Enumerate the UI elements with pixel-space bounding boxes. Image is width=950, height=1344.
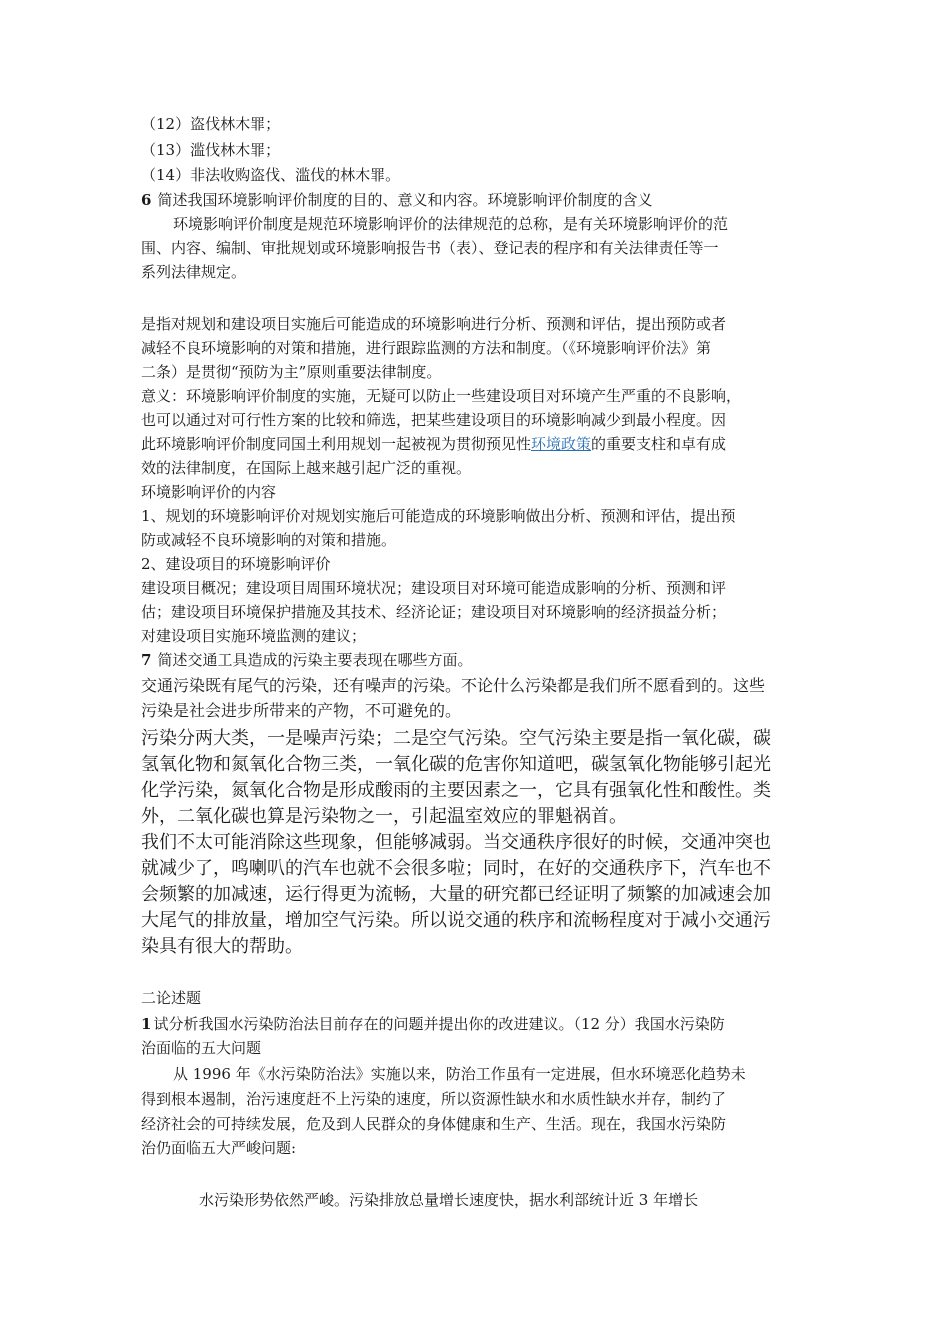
text-segment: 的重要支柱和卓有成: [591, 435, 727, 453]
question-heading: [141, 648, 472, 672]
paragraph-line: 意义：环境影响评价制度的实施，无疑可以防止一些建设项目对环境产生严重的不良影响，: [141, 387, 742, 405]
section-heading: 二论述题: [141, 989, 202, 1007]
paragraph-line: 我们不太可能消除这些现象，但能够减弱。当交通秩序很好的时候，交通冲突也: [141, 832, 771, 853]
paragraph-line: 是指对规划和建设项目实施后可能造成的环境影响进行分析、预测和评估，提出预防或者: [141, 315, 727, 333]
paragraph-line: 经济社会的可持续发展，危及到人民群众的身体健康和生产、生活。现在，我国水污染防: [141, 1115, 727, 1133]
section-heading: 环境影响评价的内容: [141, 483, 277, 501]
paragraph-line: 交通污染既有尾气的污染，还有噪声的污染。不论什么污染都是我们所不愿看到的。这些: [141, 676, 766, 695]
paragraph-line: 污染是社会进步所带来的产物，不可避免的。: [141, 701, 462, 720]
paragraph-line: 建设项目概况；建设项目周围环境状况；建设项目对环境可能造成影响的分析、预测和评: [141, 579, 727, 597]
paragraph-line: 效的法律制度，在国际上越来越引起广泛的重视。: [141, 459, 472, 477]
paragraph-line: 二条）是贯彻“预防为主”原则重要法律制度。: [141, 363, 442, 381]
paragraph-line: 化学污染，氮氧化合物是形成酸雨的主要因素之一，它具有强氧化性和酸性。类: [141, 780, 771, 801]
paragraph-line: 对建设项目实施环境监测的建议；: [141, 627, 367, 645]
paragraph-line: 就减少了，鸣喇叭的汽车也就不会很多啦；同时，在好的交通秩序下，汽车也不: [141, 858, 771, 879]
paragraph-line: 水污染形势依然严峻。污染排放总量增长速度快，据水利部统计近 3 年增长: [199, 1191, 699, 1209]
paragraph-line: 会频繁的加减速，运行得更为流畅，大量的研究都已经证明了频繁的加减速会加: [141, 884, 771, 905]
question-text: 简述我国环境影响评价制度的目的、意义和内容。环境影响评价制度的含义: [157, 191, 653, 209]
paragraph-line: 染具有很大的帮助。: [141, 936, 303, 957]
paragraph-line: 污染分两大类，一是噪声污染；二是空气污染。空气污染主要是指一氧化碳，碳: [141, 728, 771, 749]
paragraph-line: 系列法律规定。: [141, 263, 247, 281]
paragraph-line: 大尾气的排放量，增加空气污染。所以说交通的秩序和流畅程度对于减小交通污: [141, 910, 771, 931]
paragraph-line: 外，二氧化碳也算是污染物之一，引起温室效应的罪魁祸首。: [141, 806, 627, 827]
environmental-policy-link[interactable]: 环境政策: [531, 435, 592, 453]
paragraph-line: 氢氧化物和氮氧化合物三类，一氧化碳的危害你知道吧，碳氢氧化物能够引起光: [141, 754, 771, 775]
question-number: 1: [141, 1015, 152, 1033]
question-heading: [141, 1012, 725, 1036]
paragraph-line: 1、规划的环境影响评价对规划实施后可能造成的环境影响做出分析、预测和评估，提出预: [141, 507, 736, 525]
paragraph-line: 得到根本遏制，治污速度赶不上污染的速度，所以资源性缺水和水质性缺水并存，制约了: [141, 1090, 727, 1108]
question-text: 简述交通工具造成的污染主要表现在哪些方面。: [157, 651, 473, 669]
paragraph-line: 治面临的五大问题: [141, 1039, 262, 1057]
text-segment: 此环境影响评价制度同国土利用规划一起被视为贯彻预见性: [141, 435, 532, 453]
paragraph-line: （13）滥伐林木罪；: [141, 141, 281, 159]
paragraph-line: 环境影响评价制度是规范环境影响评价的法律规范的总称，是有关环境影响评价的范: [173, 215, 729, 233]
question-number: 6: [141, 191, 152, 209]
paragraph-line: 从 1996 年《水污染防治法》实施以来，防治工作虽有一定进展，但水环境恶化趋势未: [173, 1065, 746, 1083]
question-text: 试分析我国水污染防治法目前存在的问题并提出你的改进建议。（12 分）我国水污染防: [153, 1015, 725, 1033]
paragraph-line: [141, 432, 726, 456]
paragraph-line: 2、建设项目的环境影响评价: [141, 555, 331, 573]
paragraph-line: 治仍面临五大严峻问题:: [141, 1139, 297, 1157]
paragraph-line: 减轻不良环境影响的对策和措施，进行跟踪监测的方法和制度。（《环境影响评价法》第: [141, 339, 712, 357]
paragraph-line: 估；建设项目环境保护措施及其技术、经济论证；建设项目对环境影响的经济损益分析；: [141, 603, 727, 621]
question-number: 7: [141, 651, 152, 669]
paragraph-line: 围、内容、编制、审批规划或环境影响报告书（表）、登记表的程序和有关法律责任等一: [141, 239, 719, 257]
paragraph-line: 防或减轻不良环境影响的对策和措施。: [141, 531, 397, 549]
paragraph-line: （14）非法收购盗伐、滥伐的林木罪。: [141, 166, 401, 184]
paragraph-line: （12）盗伐林木罪；: [141, 115, 281, 133]
question-heading: [141, 188, 652, 212]
paragraph-line: 也可以通过对可行性方案的比较和筛选，把某些建设项目的环境影响减少到最小程度。因: [141, 411, 727, 429]
